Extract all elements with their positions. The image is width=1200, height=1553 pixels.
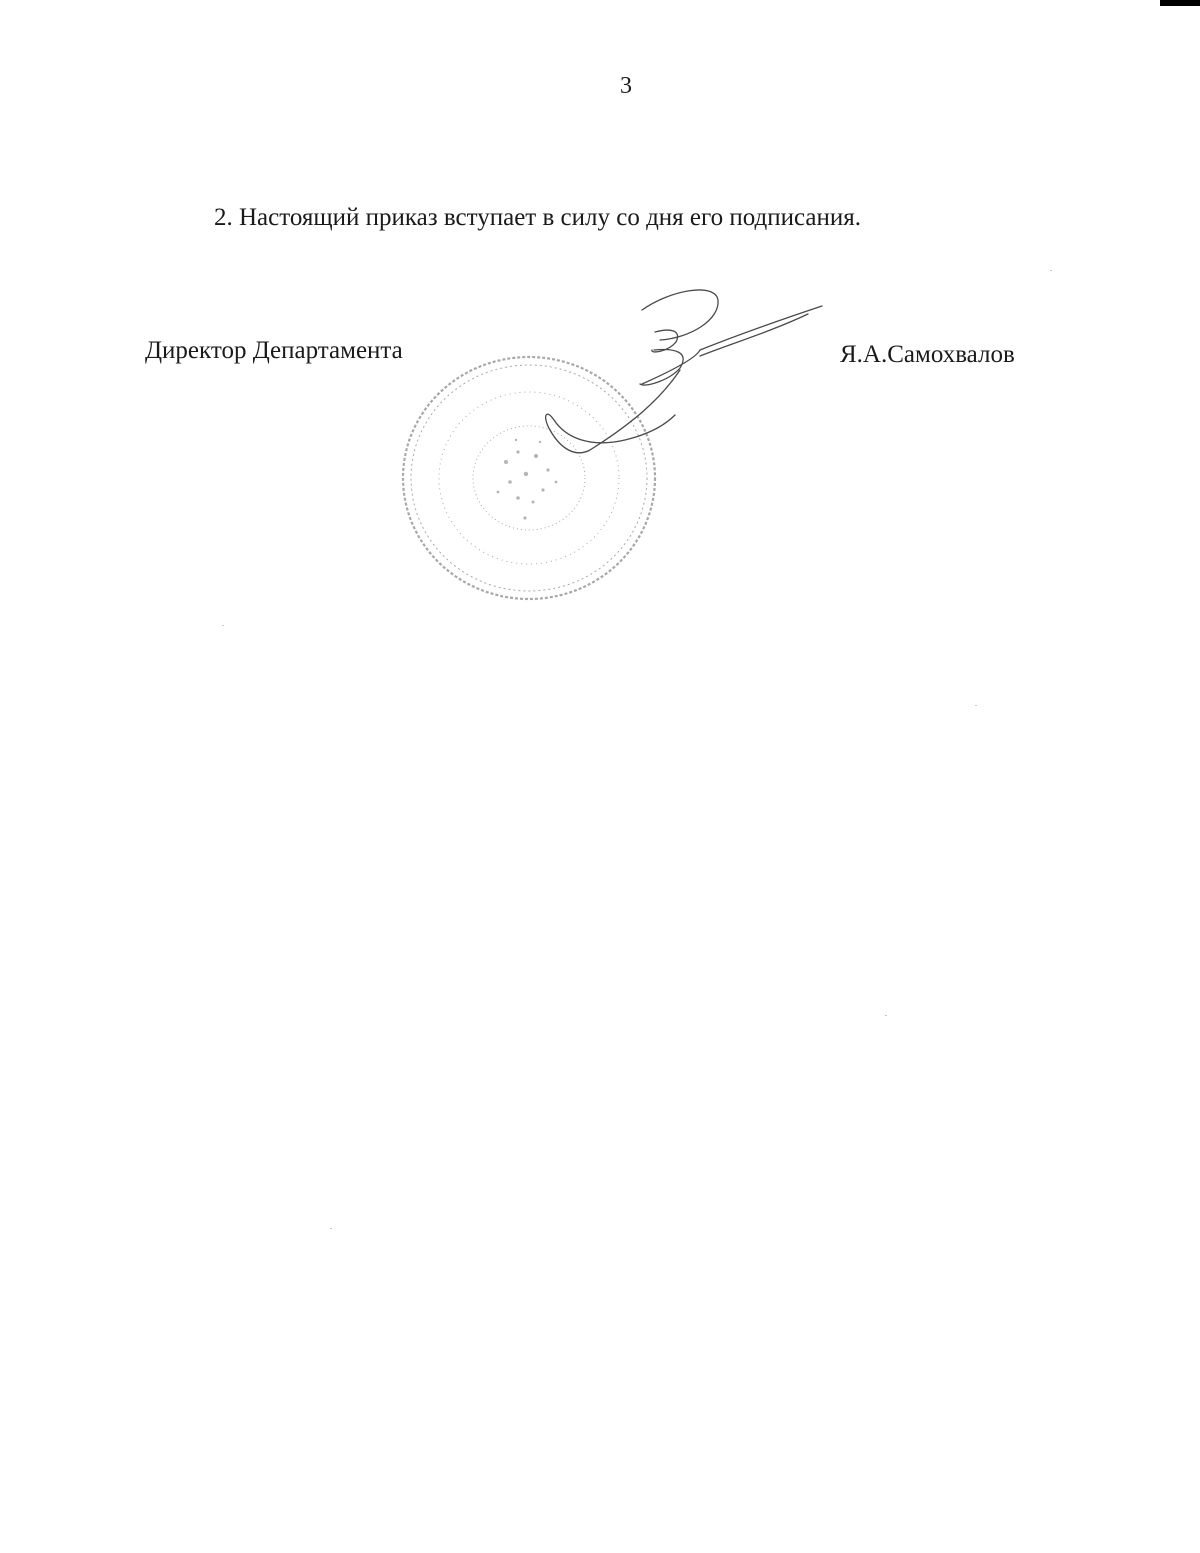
scan-speck bbox=[1050, 270, 1052, 271]
scan-speck bbox=[975, 705, 977, 706]
scan-speck bbox=[885, 1015, 887, 1016]
scan-corner-mark bbox=[1160, 0, 1200, 6]
order-paragraph-2: 2. Настоящий приказ вступает в силу со дня его подписания. bbox=[214, 204, 862, 231]
handwritten-signature-icon bbox=[530, 280, 830, 460]
scan-speck bbox=[222, 625, 224, 626]
scan-speck bbox=[330, 1228, 332, 1229]
signer-title: Директор Департамента bbox=[145, 337, 403, 364]
signer-name: Я.А.Самохвалов bbox=[840, 341, 1015, 368]
page-number: 3 bbox=[620, 73, 632, 99]
